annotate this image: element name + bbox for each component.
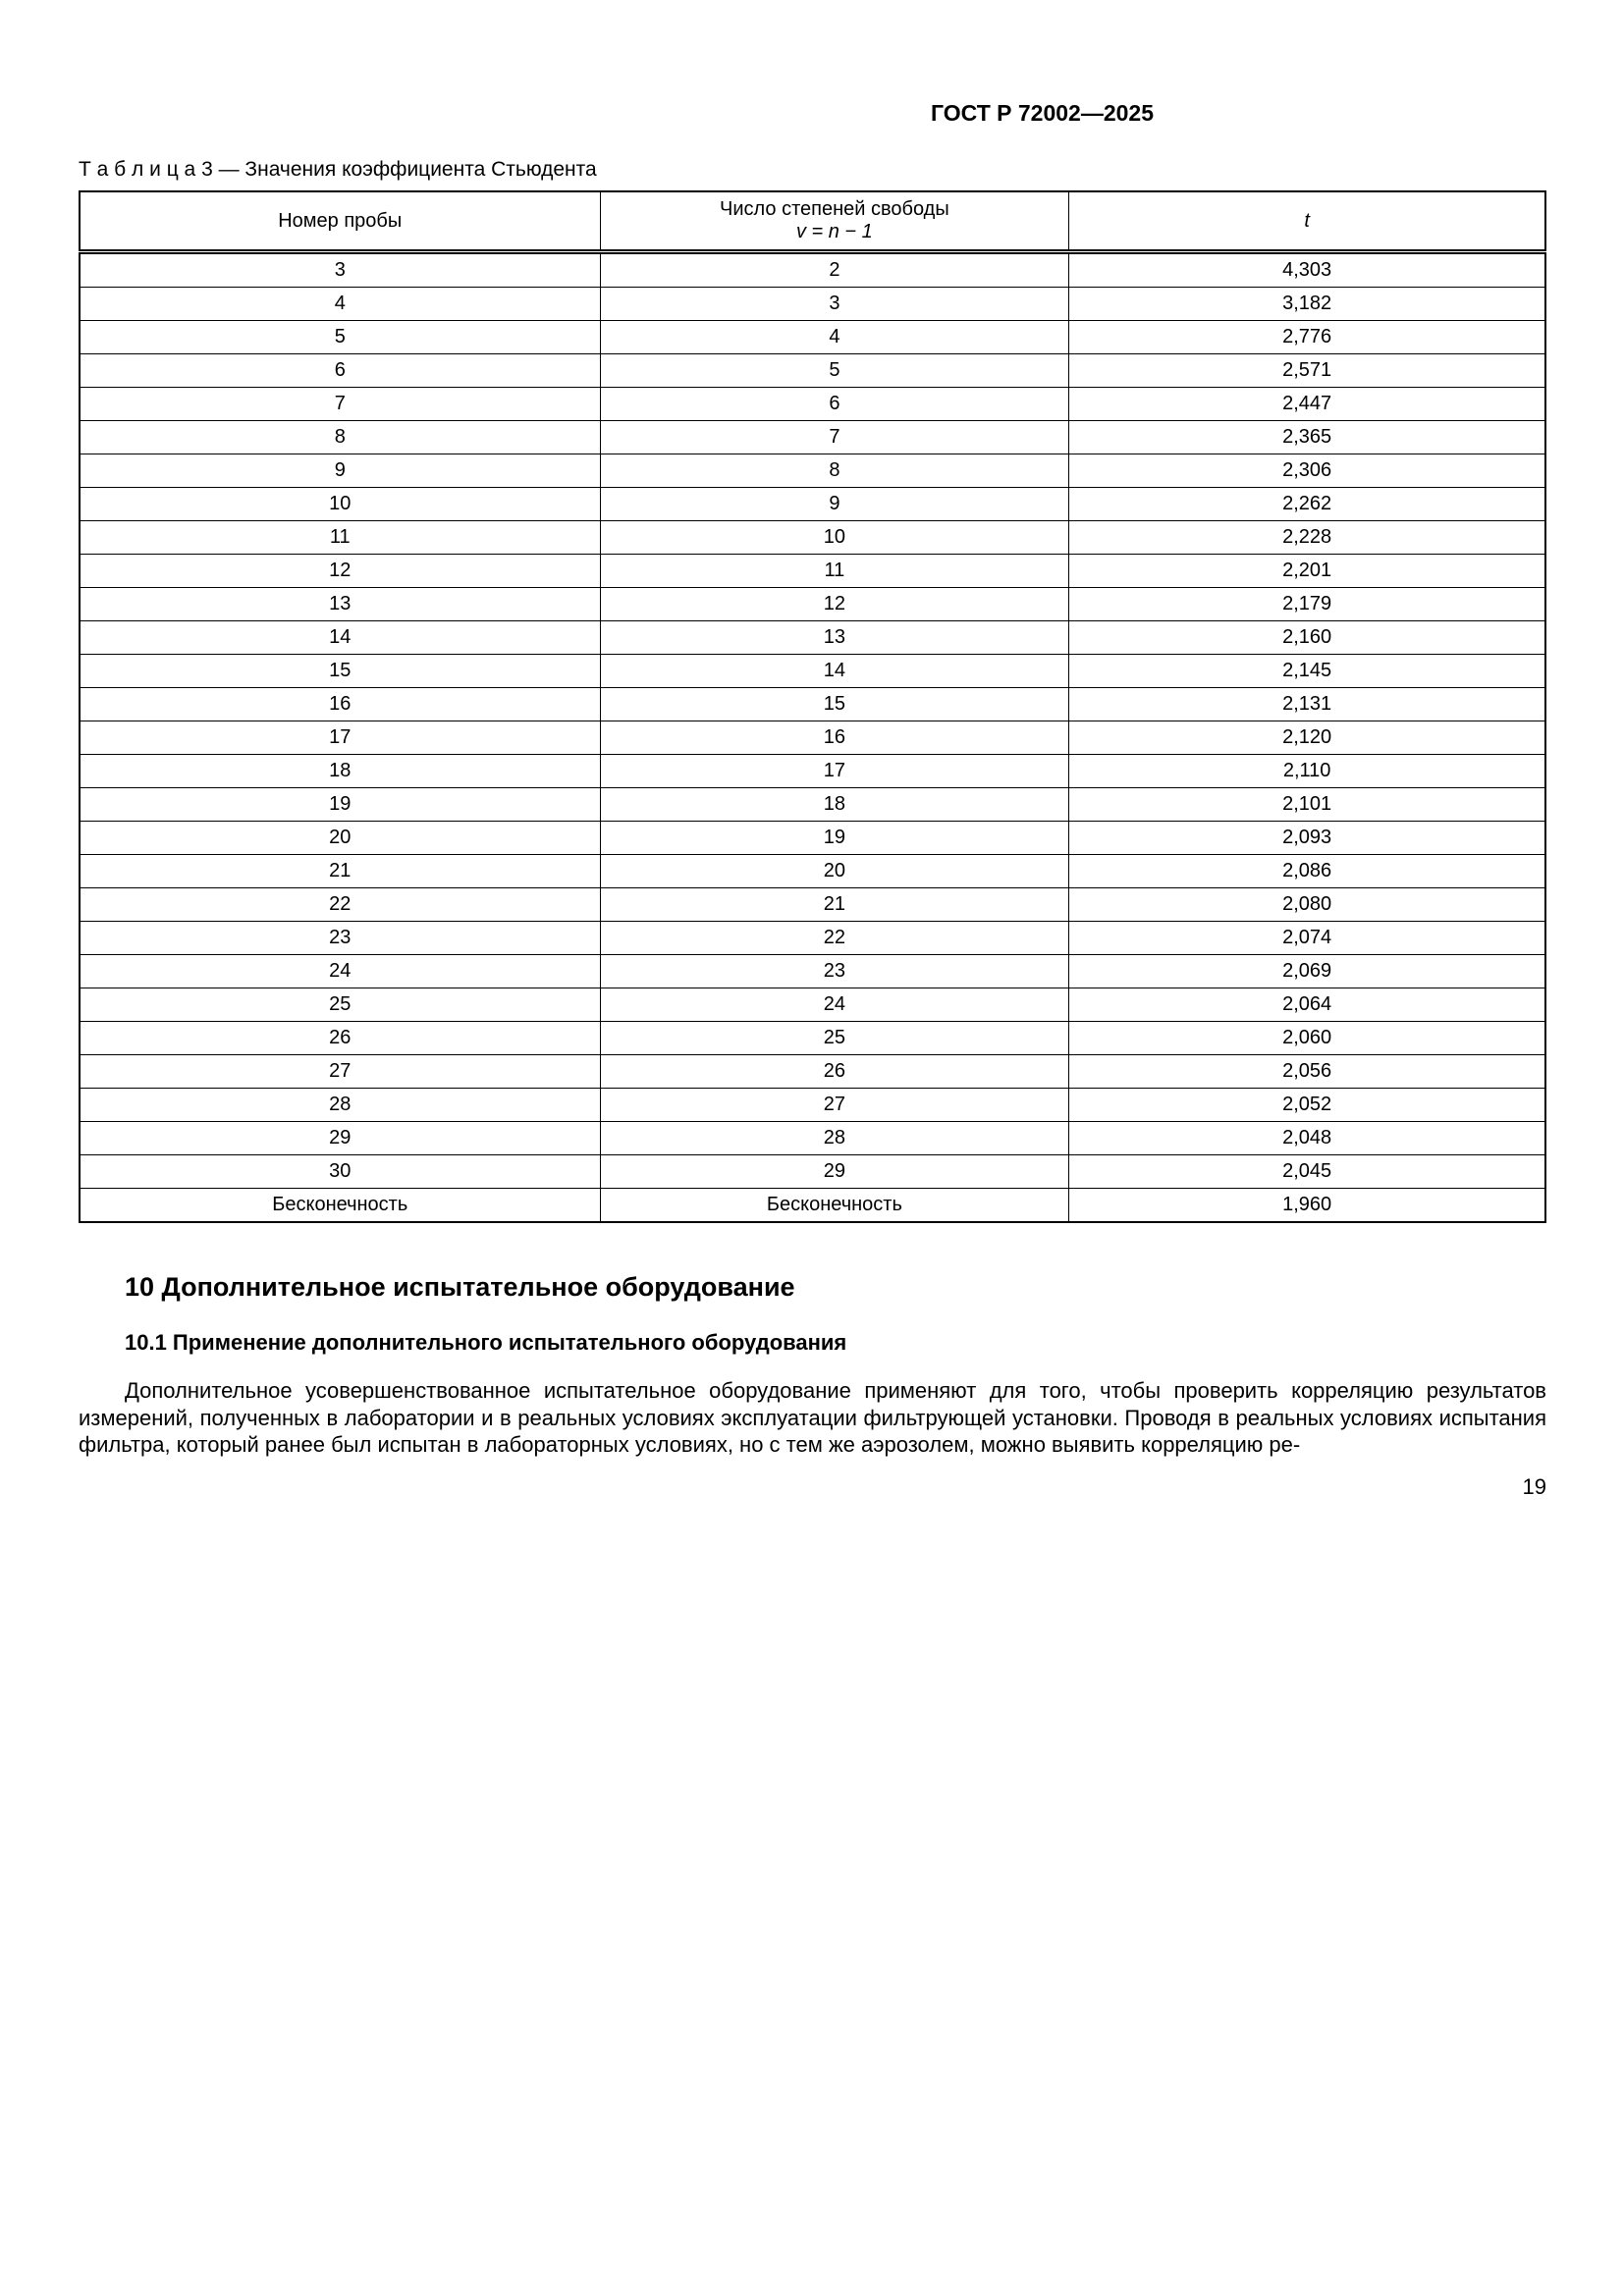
table-cell: 25 <box>600 1022 1069 1055</box>
table-cell: 4 <box>80 288 600 321</box>
table-header <box>80 191 1545 252</box>
table-cell: 10 <box>80 488 600 521</box>
body-paragraph: Дополнительное усовершенствованное испытательное оборудование применяют для того, чтобы проверить корреляцию результатов измерений, полученных в лаборатории и в реальных условиях эксплуатации фильтрующей установки. Проводя в реальных условиях испытания фильтра, который ранее был испытан в лабораторных условиях, но с тем же аэрозолем, можно выявить корреляцию ре- <box>79 1378 1546 1457</box>
table-cell: 29 <box>80 1122 600 1155</box>
section-heading: 10 Дополнительное испытательное оборудование <box>125 1272 795 1302</box>
table-cell: 30 <box>80 1155 600 1189</box>
table-cell: 20 <box>600 855 1069 888</box>
table-row <box>80 1055 1545 1089</box>
table-caption: Т а б л и ц а 3 — Значения коэффициента Стьюдента <box>79 158 597 181</box>
table-cell: 14 <box>600 655 1069 688</box>
col-header-degrees-of-freedom-formula: v = n − 1 <box>795 221 873 242</box>
table-row <box>80 1022 1545 1055</box>
table-row <box>80 755 1545 788</box>
table-cell: 26 <box>80 1022 600 1055</box>
table-cell: 24 <box>600 988 1069 1022</box>
col-header-sample-number: Номер пробы <box>80 191 600 252</box>
table-cell: 11 <box>600 555 1069 588</box>
table-row <box>80 1089 1545 1122</box>
table-row <box>80 955 1545 988</box>
table-cell: 2,093 <box>1069 822 1545 855</box>
table-cell: 2,074 <box>1069 922 1545 955</box>
table-row <box>80 252 1545 288</box>
table-cell: 22 <box>80 888 600 922</box>
table-cell: 6 <box>600 388 1069 421</box>
table-cell: 2,048 <box>1069 1122 1545 1155</box>
table-cell: 13 <box>600 621 1069 655</box>
table-row <box>80 454 1545 488</box>
subsection-heading: 10.1 Применение дополнительного испытательного оборудования <box>125 1330 847 1355</box>
table-cell: 2,160 <box>1069 621 1545 655</box>
table-cell: 2,228 <box>1069 521 1545 555</box>
table-row <box>80 655 1545 688</box>
table-cell: 25 <box>80 988 600 1022</box>
table-cell: 5 <box>80 321 600 354</box>
students-coefficient-table <box>79 190 1546 1223</box>
table-cell: 9 <box>600 488 1069 521</box>
table-row <box>80 822 1545 855</box>
table-cell: 6 <box>80 354 600 388</box>
table-cell: 9 <box>80 454 600 488</box>
table-cell: 23 <box>80 922 600 955</box>
table-cell: 2,045 <box>1069 1155 1545 1189</box>
table-cell: 2,262 <box>1069 488 1545 521</box>
table-cell: 22 <box>600 922 1069 955</box>
table-cell: 2,365 <box>1069 421 1545 454</box>
table-cell: 21 <box>600 888 1069 922</box>
table-row <box>80 354 1545 388</box>
table-cell: Бесконечность <box>600 1189 1069 1223</box>
table-row <box>80 521 1545 555</box>
table-cell: 2,145 <box>1069 655 1545 688</box>
table-cell: 2 <box>600 252 1069 288</box>
table-cell: 13 <box>80 588 600 621</box>
table-cell: 2,056 <box>1069 1055 1545 1089</box>
table-cell: 7 <box>80 388 600 421</box>
table-cell: 11 <box>80 521 600 555</box>
table-cell: 3,182 <box>1069 288 1545 321</box>
table-row <box>80 1189 1545 1223</box>
table-row <box>80 688 1545 721</box>
table-row <box>80 321 1545 354</box>
table-row <box>80 721 1545 755</box>
table-cell: 10 <box>600 521 1069 555</box>
table-row <box>80 922 1545 955</box>
table-cell: 18 <box>600 788 1069 822</box>
document-header: ГОСТ Р 72002—2025 <box>931 100 1154 126</box>
table-cell: 24 <box>80 955 600 988</box>
table-cell: 7 <box>600 421 1069 454</box>
page-number: 19 <box>1522 1473 1546 1499</box>
table-row <box>80 421 1545 454</box>
table-cell: 2,447 <box>1069 388 1545 421</box>
table-cell: 1,960 <box>1069 1189 1545 1223</box>
table-cell: 27 <box>80 1055 600 1089</box>
table-cell: 2,571 <box>1069 354 1545 388</box>
table-cell: 19 <box>80 788 600 822</box>
table-cell: 15 <box>600 688 1069 721</box>
table-cell: 20 <box>80 822 600 855</box>
table-cell: 2,052 <box>1069 1089 1545 1122</box>
table-row <box>80 288 1545 321</box>
table-row <box>80 388 1545 421</box>
table-cell: 26 <box>600 1055 1069 1089</box>
table-row <box>80 1122 1545 1155</box>
table-row <box>80 1155 1545 1189</box>
table-cell: 23 <box>600 955 1069 988</box>
table-cell: 29 <box>600 1155 1069 1189</box>
table-row <box>80 788 1545 822</box>
table-cell: 5 <box>600 354 1069 388</box>
col-header-degrees-of-freedom-line1: Число степеней свободы <box>720 198 949 220</box>
table-cell: 2,064 <box>1069 988 1545 1022</box>
table-cell: 2,110 <box>1069 755 1545 788</box>
table-row <box>80 555 1545 588</box>
table-cell: 15 <box>80 655 600 688</box>
table-cell: 12 <box>600 588 1069 621</box>
table-cell: 19 <box>600 822 1069 855</box>
table-cell: 28 <box>80 1089 600 1122</box>
col-header-degrees-of-freedom <box>600 191 1069 252</box>
table-cell: 2,306 <box>1069 454 1545 488</box>
table-body <box>80 252 1545 1223</box>
table-cell: 28 <box>600 1122 1069 1155</box>
table-cell: 2,060 <box>1069 1022 1545 1055</box>
table-cell: 2,086 <box>1069 855 1545 888</box>
table-cell: 21 <box>80 855 600 888</box>
table-cell: 8 <box>600 454 1069 488</box>
table-cell: 2,080 <box>1069 888 1545 922</box>
table-cell: 17 <box>80 721 600 755</box>
col-header-t: t <box>1069 191 1545 252</box>
table-cell: 17 <box>600 755 1069 788</box>
table-cell: 4,303 <box>1069 252 1545 288</box>
table-cell: 2,776 <box>1069 321 1545 354</box>
table-cell: 2,120 <box>1069 721 1545 755</box>
table-row <box>80 988 1545 1022</box>
table-row <box>80 488 1545 521</box>
table-cell: 2,069 <box>1069 955 1545 988</box>
table-row <box>80 621 1545 655</box>
table-header-row <box>80 191 1545 252</box>
table-cell: 4 <box>600 321 1069 354</box>
table-cell: 16 <box>80 688 600 721</box>
table-cell: 2,201 <box>1069 555 1545 588</box>
table-row <box>80 588 1545 621</box>
table-cell: Бесконечность <box>80 1189 600 1223</box>
table-row <box>80 855 1545 888</box>
table-cell: 8 <box>80 421 600 454</box>
table-cell: 2,179 <box>1069 588 1545 621</box>
table-cell: 14 <box>80 621 600 655</box>
table-cell: 16 <box>600 721 1069 755</box>
table-row <box>80 888 1545 922</box>
table-cell: 3 <box>80 252 600 288</box>
table-cell: 18 <box>80 755 600 788</box>
table-cell: 2,101 <box>1069 788 1545 822</box>
table-cell: 3 <box>600 288 1069 321</box>
table-cell: 12 <box>80 555 600 588</box>
table-cell: 27 <box>600 1089 1069 1122</box>
table-cell: 2,131 <box>1069 688 1545 721</box>
